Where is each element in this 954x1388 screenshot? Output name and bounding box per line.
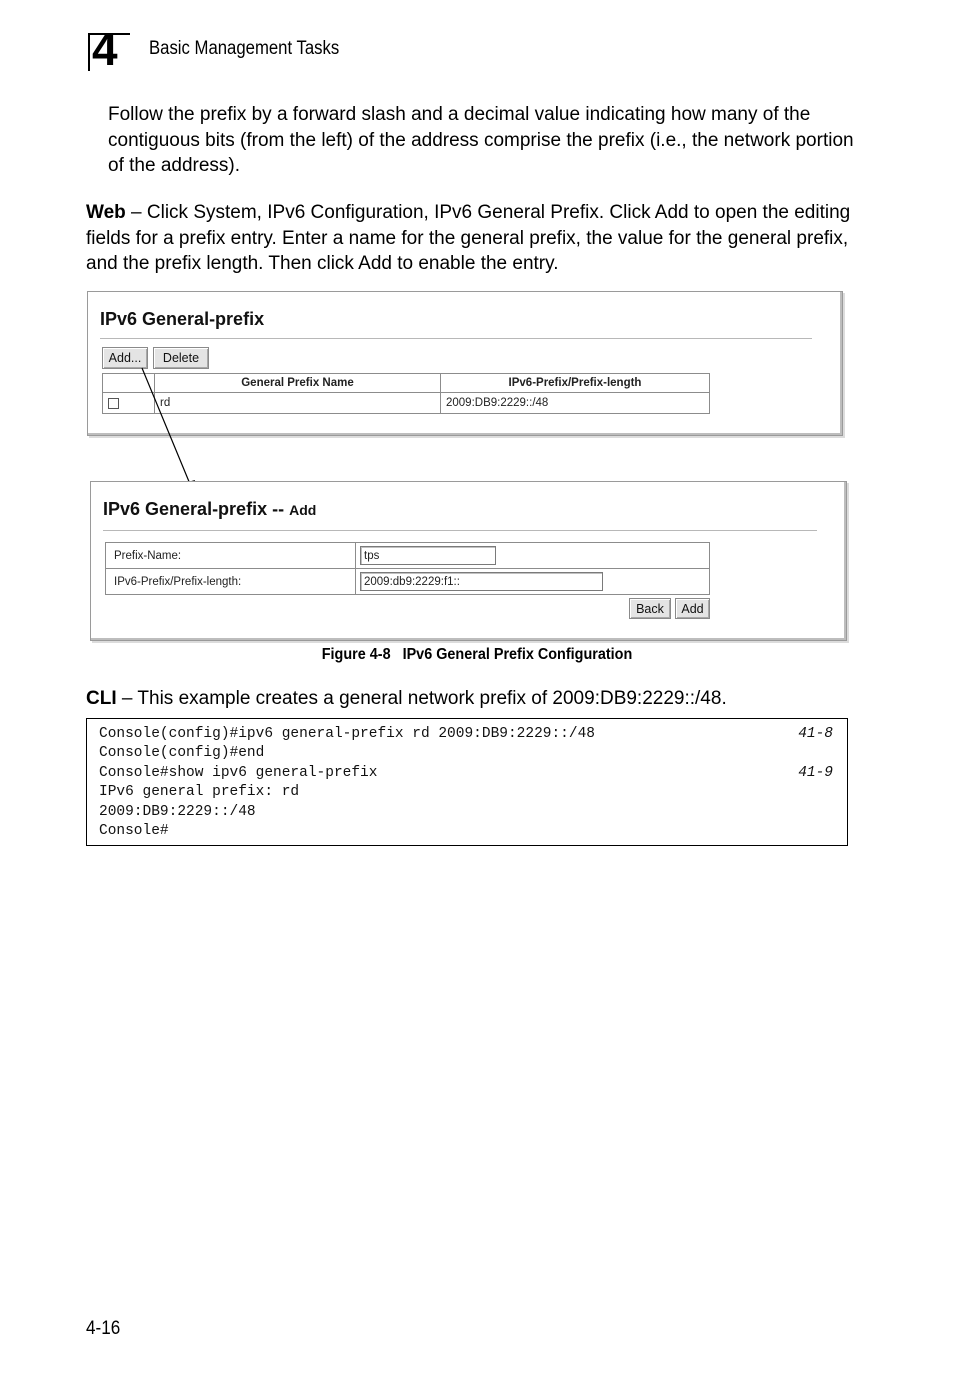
chapter-number: 4 [92,23,118,75]
panel-title: IPv6 General-prefix [100,309,265,329]
general-prefix-add-panel [90,481,847,641]
code-reference: 41-8 [798,726,833,742]
figure-caption: Figure 4-8 IPv6 General Prefix Configuration [321,646,633,663]
column-header-prefix: IPv6-Prefix/Prefix-length [440,373,710,393]
running-title: Basic Management Tasks [149,38,340,59]
web-text: – Click System, IPv6 Configuration, IPv6 General Prefix. Click Add to open the editing fields for a prefix entry. Enter a name for the general prefix, the value for the general prefix, and the prefix length. Then click Add to enable the entry. [86,202,851,274]
add-title-rule [103,530,817,531]
add-button[interactable]: Add... [102,347,148,369]
add-panel-title: IPv6 General-prefix -- Add [103,499,317,519]
delete-button[interactable]: Delete [153,347,209,369]
prefix-length-input[interactable]: 2009:db9:2229:f1:: [360,572,603,591]
prefix-length-cell [355,568,710,595]
code-line: 2009:DB9:2229::/48 [99,803,256,820]
page-number: 4-16 [86,1318,121,1339]
column-header-name: General Prefix Name [154,373,441,393]
code-line: Console(config)#ipv6 general-prefix rd 2009:DB9:2229::/48 [99,726,595,742]
add-panel-title-suffix: Add [289,502,317,518]
prefix-length-label: IPv6-Prefix/Prefix-length: [105,568,356,595]
table-cell-name: rd [154,392,441,414]
code-line: IPv6 general prefix: rd [99,784,300,801]
code-line: Console# [99,823,169,839]
code-reference: 41-9 [798,764,833,781]
cli-text: – This example creates a general network prefix of 2009:DB9:2229::/48. [116,688,727,709]
cli-label: CLI [86,688,117,709]
table-cell-prefix: 2009:DB9:2229::/48 [440,392,710,414]
code-line: Console#show ipv6 general-prefix [99,764,378,781]
code-block [86,718,848,846]
code-line: Console(config)#end [99,745,265,762]
web-label: Web [86,202,126,223]
back-button[interactable]: Back [629,598,671,619]
prefix-name-input[interactable]: tps [360,546,496,565]
prefix-name-label: Prefix-Name: [105,542,356,569]
add-submit-button[interactable]: Add [675,598,710,619]
cli-paragraph [86,686,876,712]
prefix-name-cell [355,542,710,569]
prefix-paragraph: Follow the prefix by a forward slash and a decimal value indicating how many of the contiguous bits (from the left) of the address comprise the prefix (i.e., the network portion of the address). [108,104,854,176]
